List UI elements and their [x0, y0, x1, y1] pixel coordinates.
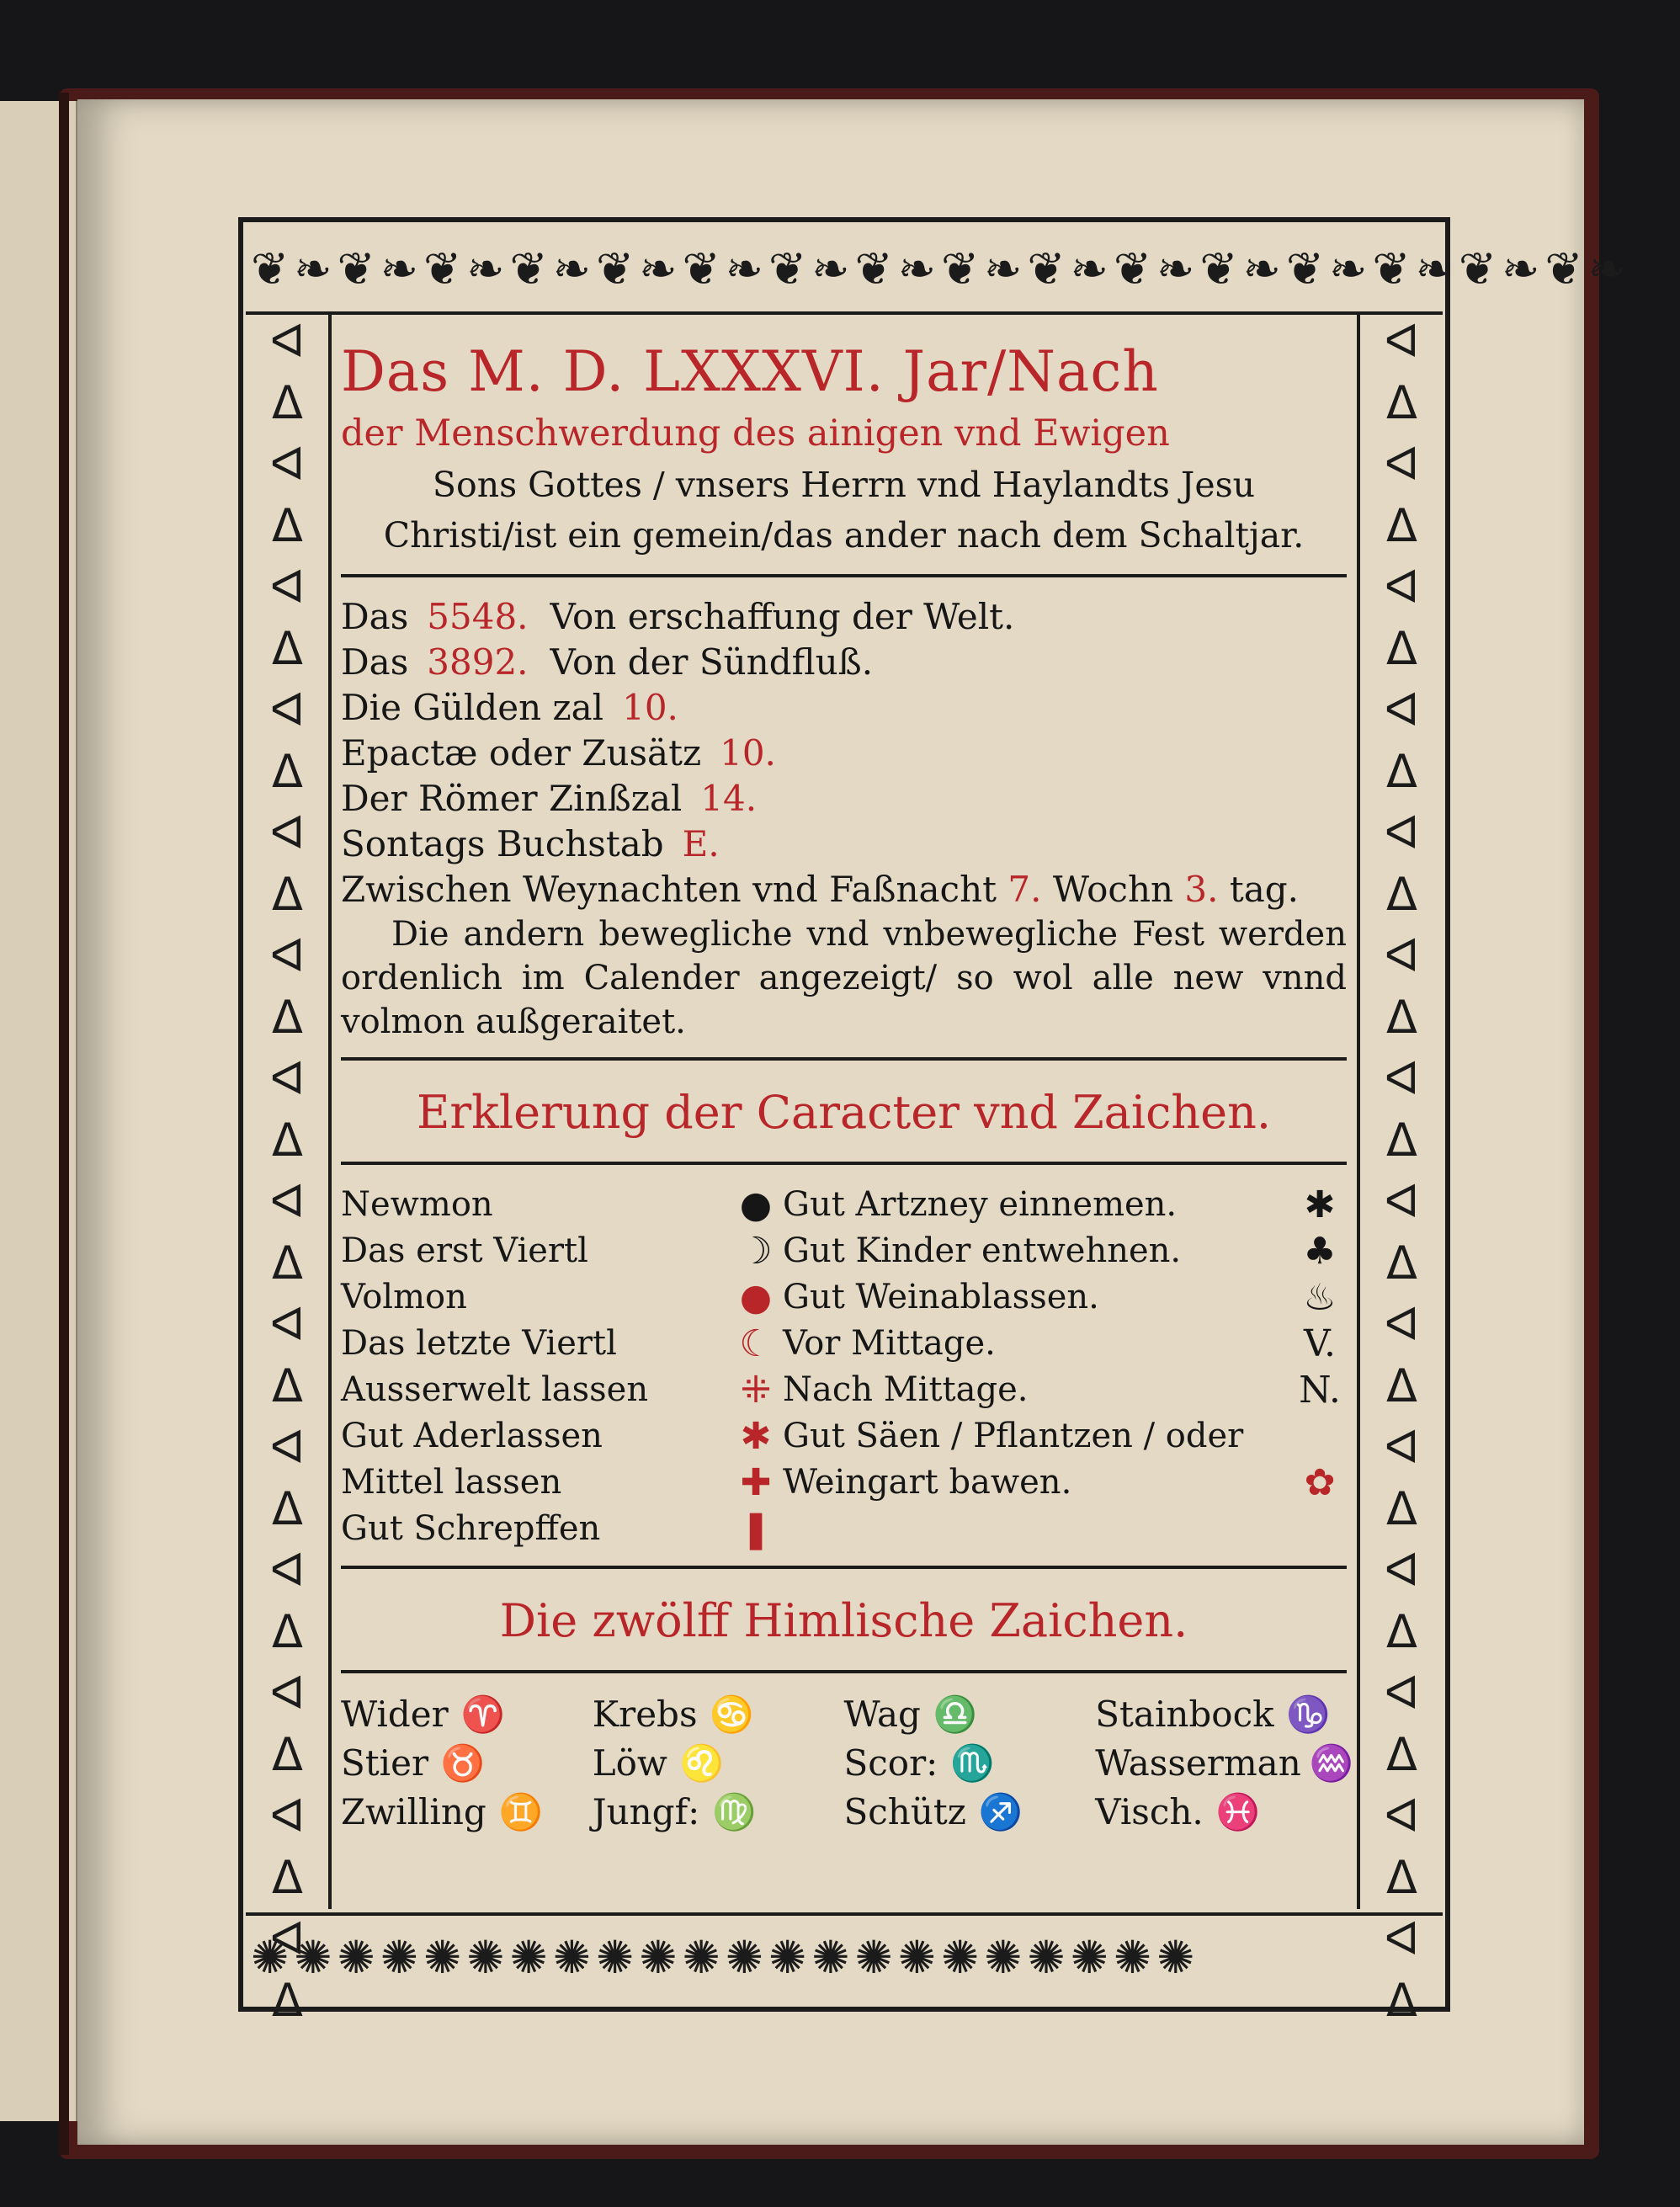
zodiac-column: [844, 1690, 1096, 1837]
zodiac-column: [593, 1690, 844, 1837]
carnival-prefix: Zwischen Weynachten vnd Faßnacht: [341, 869, 997, 910]
choice-bloodletting-icon: ⁜: [740, 1369, 772, 1412]
legend-item: Volmon ●: [341, 1274, 783, 1321]
legend-item: Gut Weinablassen. ♨: [783, 1274, 1347, 1321]
zodiac-column: [341, 1690, 593, 1837]
legend-item: Gut Schrepffen ❚: [341, 1506, 783, 1552]
legend-item: Gut Kinder entwehnen. ♣: [783, 1228, 1347, 1274]
title-line-3: Sons Gottes / vnsers Herrn vnd Haylandts Jesu: [432, 465, 1256, 505]
row-label: Der Römer Zinßzal: [341, 778, 683, 819]
computus-row: [341, 731, 1347, 776]
aquarius-icon: ♒: [1309, 1742, 1354, 1784]
computus-row: [341, 822, 1347, 867]
row-label: Epactæ oder Zusätz: [341, 732, 702, 774]
zodiac-item: Visch. ♓: [1095, 1788, 1347, 1837]
divider-rule: [341, 1162, 1347, 1165]
divider-rule: [341, 1670, 1347, 1673]
carnival-days-label: tag.: [1229, 869, 1299, 910]
row-value: 3892.: [427, 641, 529, 683]
ornament-right-pattern: ᐊᐃᐊᐃᐊᐃᐊᐃᐊᐃᐊᐃᐊᐃᐊᐃᐊᐃᐊᐃᐊᐃᐊᐃᐊᐃᐊᐃ: [1375, 315, 1428, 2035]
row-value: 14.: [700, 778, 758, 819]
zodiac-item: Jungf: ♍: [593, 1788, 844, 1837]
ornament-top-pattern: ❦❧❦❧❦❧❦❧❦❧❦❧❦❧❦❧❦❧❦❧❦❧❦❧❦❧❦❧❦❧❦❧: [251, 242, 1631, 295]
medicine-icon: ✱: [1304, 1183, 1336, 1226]
ornament-band-right: [1357, 315, 1446, 2035]
title-nach: Nach: [1007, 339, 1159, 404]
computus-row: [341, 640, 1347, 685]
cancer-icon: ♋: [710, 1694, 754, 1735]
legend-item: Nach Mittage. N.: [783, 1367, 1347, 1413]
zodiac-item: Schütz ♐: [844, 1788, 1096, 1837]
zodiac-item: Wider ♈: [341, 1690, 593, 1739]
ornament-band-top: [246, 227, 1631, 315]
taurus-icon: ♉: [440, 1742, 486, 1784]
computus-row: [341, 776, 1347, 822]
row-text: Von erschaffung der Welt.: [550, 596, 1015, 637]
afternoon-mark: N.: [1299, 1369, 1341, 1412]
ornament-band-left: [246, 315, 332, 2035]
carnival-weeks-label: Wochn: [1052, 869, 1174, 910]
page-text-block: [341, 337, 1354, 1837]
divider-rule: [341, 1566, 1347, 1569]
gemini-icon: ♊: [498, 1791, 543, 1832]
zodiac-item: Wag ♎: [844, 1690, 1096, 1739]
legend-item: Vor Mittage. V.: [783, 1321, 1347, 1367]
divider-rule: [341, 574, 1347, 577]
divider-rule: [341, 1057, 1347, 1061]
zodiac-column: [1095, 1690, 1354, 1837]
title-line-1: [341, 337, 1347, 407]
legend-item: Das letzte Viertl ☾: [341, 1321, 783, 1367]
legend-item: Weingart bawen. ✿: [783, 1460, 1347, 1506]
title-year: Das M. D. LXXXVI. Jar/: [341, 339, 1007, 404]
row-label: Sontags Buchstab: [341, 823, 664, 864]
cupping-icon: ❚: [740, 1508, 772, 1550]
first-quarter-icon: ☽: [739, 1230, 773, 1273]
medium-bloodletting-icon: ✚: [740, 1461, 772, 1504]
computus-list: [341, 594, 1347, 1044]
zodiac-item: Wasserman ♒: [1095, 1739, 1347, 1788]
legend-item: Ausserwelt lassen ⁜: [341, 1367, 783, 1413]
legend-column-right: [783, 1182, 1347, 1552]
legend-heading: Erklerung der Caracter vnd Zaichen.: [416, 1086, 1272, 1139]
ornament-bottom-pattern: ✺✺✺✺✺✺✺✺✺✺✺✺✺✺✺✺✺✺✺✺✺✺: [251, 1931, 1200, 1984]
row-value: E.: [682, 823, 720, 864]
new-moon-icon: ●: [739, 1183, 773, 1226]
last-quarter-icon: ☾: [739, 1322, 773, 1365]
title-line-2: der Menschwerdung des ainigen vnd Ewigen: [341, 412, 1170, 455]
row-label: Die Gülden zal: [341, 687, 604, 728]
zodiac-item: Krebs ♋: [593, 1690, 844, 1739]
weaning-icon: ♣: [1303, 1230, 1337, 1273]
carnival-row: [341, 867, 1347, 912]
sowing-icon: ✿: [1304, 1461, 1336, 1504]
zodiac-item: Stainbock ♑: [1095, 1690, 1347, 1739]
sagittarius-icon: ♐: [978, 1791, 1023, 1832]
row-label: Das: [341, 596, 409, 637]
good-bloodletting-icon: ✱: [740, 1415, 772, 1458]
full-moon-icon: ●: [739, 1276, 773, 1319]
ornament-band-bottom: [246, 1912, 1443, 2007]
legend-item: Gut Säen / Pflantzen / oder: [783, 1417, 1244, 1455]
libra-icon: ♎: [933, 1694, 978, 1735]
legend-item: Mittel lassen ✚: [341, 1460, 783, 1506]
zodiac-item: Stier ♉: [341, 1739, 593, 1788]
row-value: 10.: [720, 732, 776, 774]
row-label: Das: [341, 641, 409, 683]
capricorn-icon: ♑: [1286, 1694, 1331, 1735]
zodiac-table: [341, 1690, 1354, 1837]
title-line-4: Christi/ist ein gemein/das ander nach dem Schaltjar.: [383, 515, 1305, 556]
scorpio-icon: ♏: [950, 1742, 995, 1784]
legend-item: Das erst Viertl ☽: [341, 1228, 783, 1274]
feast-paragraph: Die andern bewegliche vnd vnbewegliche Fest werden ordenlich im Calender angezeigt/ so wol alle new vnnd volmon außgeraitet.: [341, 915, 1347, 1041]
legend-item: Gut Artzney einnemen. ✱: [783, 1182, 1347, 1228]
pisces-icon: ♓: [1215, 1791, 1260, 1832]
binding-gutter: [59, 93, 69, 2155]
zodiac-item: Zwilling ♊: [341, 1788, 593, 1837]
legend-column-left: [341, 1182, 783, 1552]
legend-item: Gut Aderlassen ✱: [341, 1413, 783, 1460]
carnival-days: 3.: [1184, 869, 1219, 910]
row-text: Von der Sündfluß.: [550, 641, 874, 683]
legend-item: Newmon ●: [341, 1182, 783, 1228]
virgo-icon: ♍: [712, 1791, 757, 1832]
forenoon-mark: V.: [1303, 1322, 1337, 1365]
row-value: 10.: [622, 687, 678, 728]
zodiac-item: Scor: ♏: [844, 1739, 1096, 1788]
aries-icon: ♈: [460, 1694, 505, 1735]
computus-row: [341, 685, 1347, 731]
leo-icon: ♌: [679, 1742, 725, 1784]
carnival-weeks: 7.: [1007, 869, 1042, 910]
symbol-legend: [341, 1182, 1347, 1552]
zodiac-heading: Die zwölff Himlische Zaichen.: [499, 1594, 1188, 1647]
row-value: 5548.: [427, 596, 529, 637]
zodiac-item: Löw ♌: [593, 1739, 844, 1788]
wine-drawing-icon: ♨: [1303, 1276, 1337, 1319]
computus-row: [341, 594, 1347, 640]
ornament-left-pattern: ᐊᐃᐊᐃᐊᐃᐊᐃᐊᐃᐊᐃᐊᐃᐊᐃᐊᐃᐊᐃᐊᐃᐊᐃᐊᐃᐊᐃ: [261, 315, 314, 2035]
